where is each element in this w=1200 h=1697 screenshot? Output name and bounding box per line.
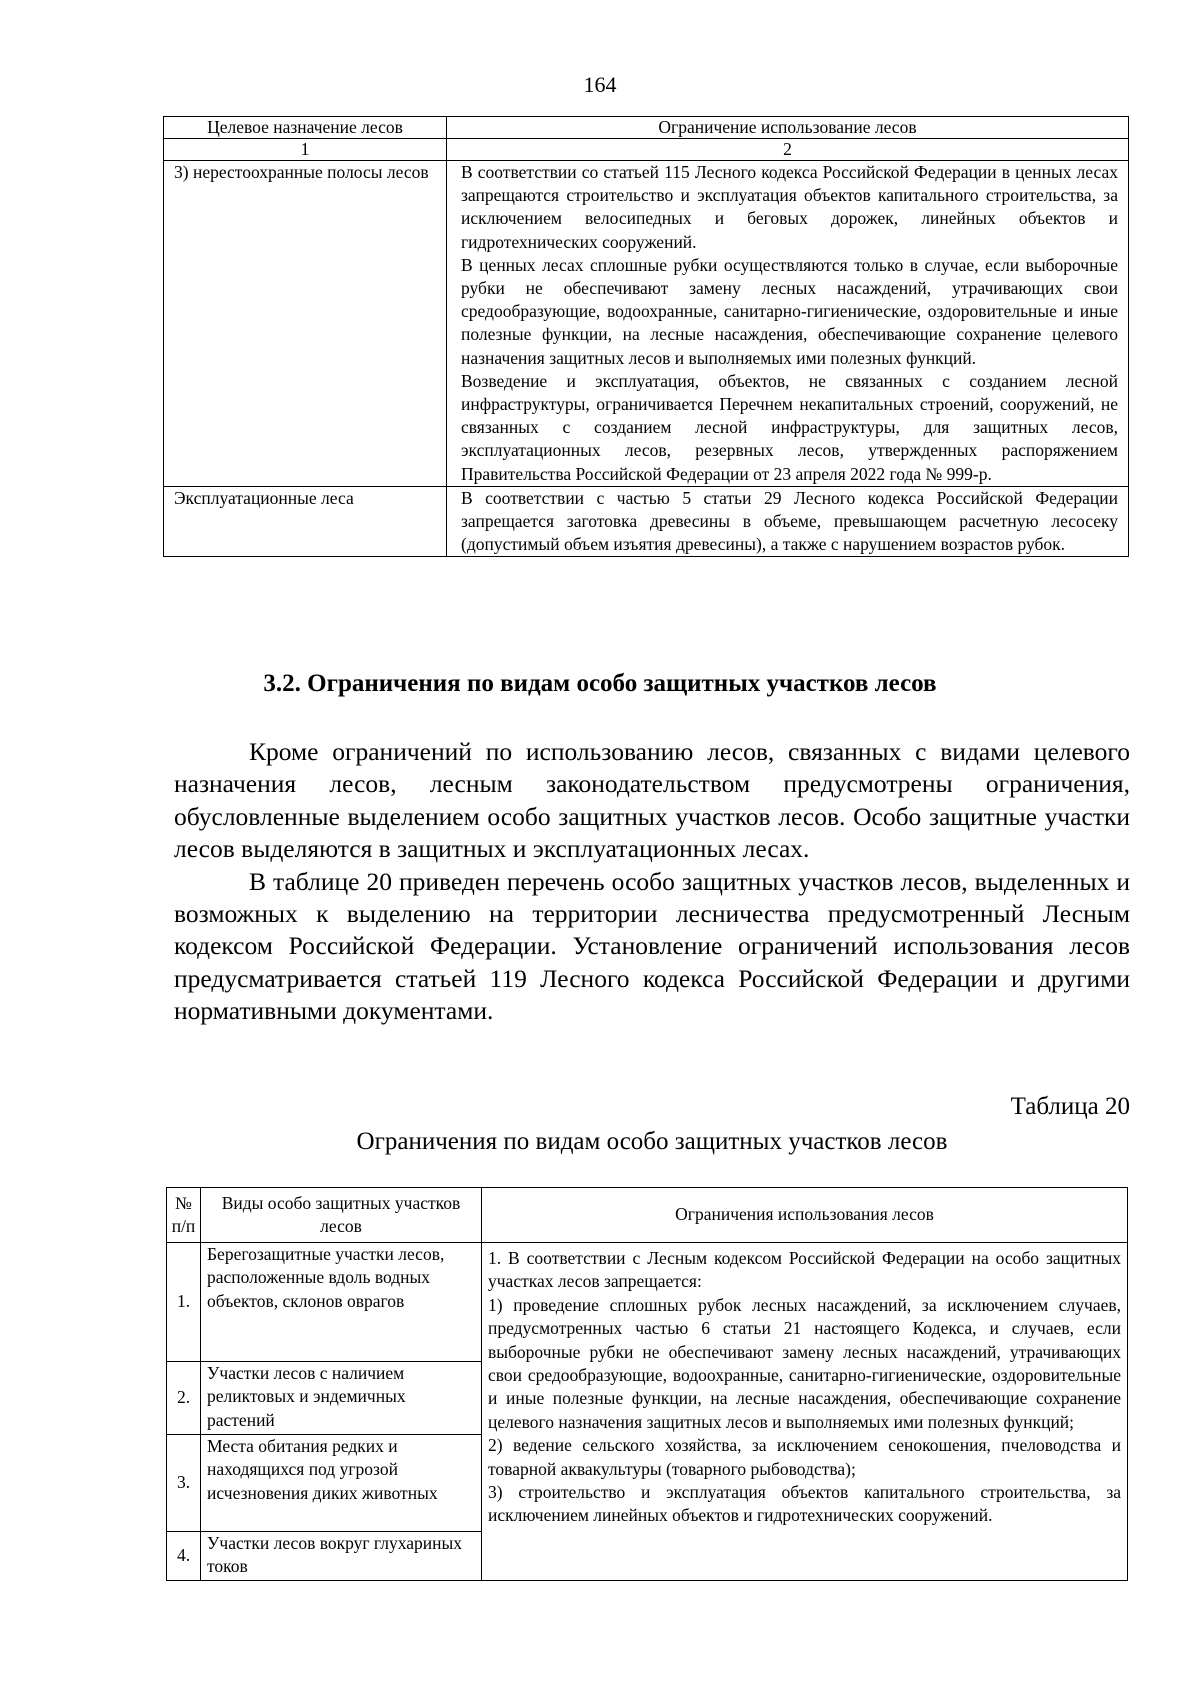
header-restriction: Ограничение использование лесов <box>447 117 1129 139</box>
restriction-cell <box>447 486 1129 557</box>
purpose-cell: Эксплуатационные леса <box>164 486 447 557</box>
table-header-row <box>164 117 1129 139</box>
purpose-restrictions-table <box>163 116 1129 557</box>
restriction-paragraph: 1) проведение сплошных рубок лесных насаждений, за исключением случаев, предусмотренных частью 6 статьи 21 настоящего Кодекса, и случаев, если выборочные рубки не обеспечивают замену лесных насаждений, утрачивающих свои средообразующие, водоохранные, санитарно-гигиенические, оздоровительные и иные полезные функции, на лесные насаждения, обеспечивающие сохранение целевого назначения защитных лесов и выполняемых ими полезных функций; <box>488 1294 1121 1432</box>
header-restrictions: Ограничения использования лесов <box>482 1188 1128 1243</box>
paragraph: Кроме ограничений по использованию лесов, связанных с видами целевого назначения лесов, лесным законодательством предусмотрены ограничения, обусловленные выделением особо защитных участков лесов. Особо защитные участки лесов выделяются в защитных и эксплуатационных лесах. <box>174 737 1130 864</box>
paragraph: В таблице 20 приведен перечень особо защитных участков лесов, выделенных и возможных к выделению на территории лесничества предусмотренный Лесным кодексом Российской Федерации. Установление ограничений использования лесов предусматривается статьей 119 Лесного кодекса Российской Федерации и другими нормативными документами. <box>174 866 1130 1026</box>
column-number-2: 2 <box>447 139 1129 161</box>
table-header-row <box>167 1188 1128 1243</box>
body-text <box>174 736 1130 1028</box>
purpose-cell: 3) нерестоохранные полосы лесов <box>164 161 447 487</box>
protected-areas-table <box>166 1187 1128 1581</box>
row-number: 1. <box>167 1243 201 1362</box>
column-number-1: 1 <box>164 139 447 161</box>
restriction-cell <box>447 161 1129 487</box>
restriction-paragraph: 1. В соответствии с Лесным кодексом Российской Федерации на особо защитных участках лесов запрещается: <box>488 1248 1121 1292</box>
table-row <box>164 161 1129 487</box>
row-number: 2. <box>167 1362 201 1435</box>
column-number-row <box>164 139 1129 161</box>
section-heading: 3.2. Ограничения по видам особо защитных участков лесов <box>263 670 937 697</box>
header-purpose: Целевое назначение лесов <box>164 117 447 139</box>
page-number: 164 <box>583 72 617 97</box>
restriction-paragraph: В соответствии с частью 5 статьи 29 Лесного кодекса Российской Федерации запрещается заготовка древесины в объеме, превышающем расчетную лесосеку (допустимый объем изъятия древесины), а также с нарушением возрастов рубок. <box>461 487 1118 555</box>
restriction-paragraph: Возведение и эксплуатация, объектов, не связанных с созданием лесной инфраструктуры, ограничивается Перечнем некапитальных строений, сооружений, не связанных с созданием лесной инфраструктуры, для защитных лесов, эксплуатационных лесов, резервных лесов, утвержденных распоряжением Правительства Российской Федерации от 23 апреля 2022 года № 999-р. <box>461 370 1118 484</box>
kind-cell: Участки лесов вокруг глухариных токов <box>201 1532 482 1581</box>
restriction-paragraph: 2) ведение сельского хозяйства, за исключением сенокошения, пчеловодства и товарной аквакультуры (товарного рыбоводства); <box>488 1435 1121 1479</box>
table-row <box>167 1243 1128 1362</box>
restrictions-cell <box>482 1243 1128 1581</box>
restriction-paragraph: В ценных лесах сплошные рубки осуществляются только в случае, если выборочные рубки не обеспечивают замену лесных насаждений, утрачивающих свои средообразующие, водоохранные, санитарно-гигиенические, оздоровительные и иные полезные функции, на лесные насаждения, обеспечивающие сохранение целевого назначения защитных лесов и выполняемых ими полезных функций. <box>461 254 1118 368</box>
kind-cell: Места обитания редких и находящихся под угрозой исчезновения диких животных <box>201 1435 482 1532</box>
row-number: 4. <box>167 1532 201 1581</box>
table-row <box>164 486 1129 557</box>
table-caption: Таблица 20 <box>1010 1093 1130 1120</box>
header-number: № п/п <box>167 1188 201 1243</box>
row-number: 3. <box>167 1435 201 1532</box>
restriction-paragraph: В соответствии со статьей 115 Лесного кодекса Российской Федерации в ценных лесах запрещаются строительство и эксплуатация объектов капитального строительства, за исключением велосипедных и беговых дорожек, линейных объектов и гидротехнических сооружений. <box>461 162 1118 252</box>
restriction-paragraph: 3) строительство и эксплуатация объектов капитального строительства, за исключением линейных объектов и гидротехнических сооружений. <box>488 1482 1121 1526</box>
kind-cell: Участки лесов с наличием реликтовых и эндемичных растений <box>201 1362 482 1435</box>
kind-cell: Берегозащитные участки лесов, расположенные вдоль водных объектов, склонов оврагов <box>201 1243 482 1362</box>
table-title: Ограничения по видам особо защитных участков лесов <box>356 1128 948 1155</box>
header-kind: Виды особо защитных участков лесов <box>201 1188 482 1243</box>
